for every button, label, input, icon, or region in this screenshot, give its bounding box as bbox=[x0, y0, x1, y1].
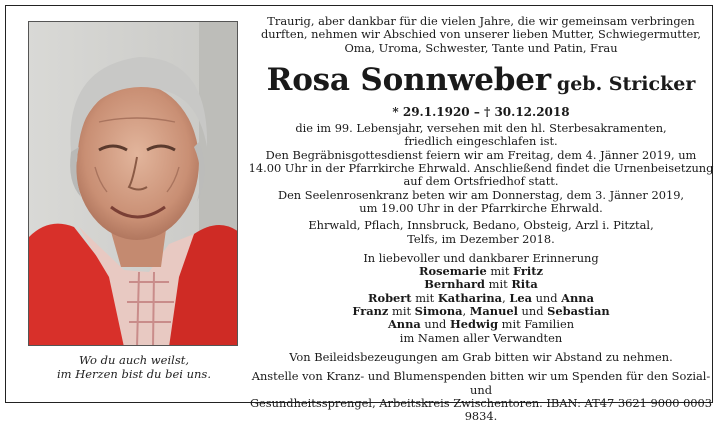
obituary-frame bbox=[5, 5, 714, 423]
conjunction: und bbox=[531, 290, 562, 305]
intro-text bbox=[246, 15, 716, 55]
memorial-caption bbox=[28, 353, 240, 381]
family-member: Katharina bbox=[437, 290, 503, 305]
family-member: Lea bbox=[509, 290, 532, 305]
intro-line: durften, nehmen wir Abschied von unserer lieben Mutter, Schwiegermutter, bbox=[260, 27, 701, 42]
text-line: Den Begräbnisgottesdienst feiern wir am Freitag, dem 4. Jänner 2019, um bbox=[265, 147, 697, 162]
text-line: Den Seelenrosenkranz beten wir am Donnerstag, dem 3. Jänner 2019, bbox=[277, 187, 685, 202]
family-line bbox=[246, 318, 716, 331]
text-line: 14.00 Uhr in der Pfarrkirche Ehrwald. Anschließend findet die Urnenbeisetzung bbox=[248, 161, 714, 176]
intro-line: Oma, Uroma, Schwester, Tante und Patin, Frau bbox=[344, 40, 618, 55]
family-line bbox=[246, 265, 716, 278]
family-member: Anna bbox=[387, 317, 421, 332]
family-member: Anna bbox=[561, 290, 594, 305]
family-member: Robert bbox=[368, 290, 412, 305]
portrait-photo bbox=[28, 21, 238, 346]
family-member: Sebastian bbox=[547, 304, 610, 319]
rosary-text bbox=[246, 189, 716, 216]
text-line: die im 99. Lebensjahr, versehen mit den hl. Sterbesakramenten, bbox=[295, 121, 667, 136]
conjunction: mit bbox=[490, 264, 510, 279]
family-member: Franz bbox=[352, 304, 389, 319]
deceased-name bbox=[246, 62, 716, 104]
family-member: Bernhard bbox=[424, 277, 486, 292]
family-member: Rosemarie bbox=[419, 264, 487, 279]
family-line bbox=[246, 292, 716, 305]
donation-note bbox=[246, 370, 716, 423]
places-text bbox=[246, 219, 716, 246]
text-line: Telfs, im Dezember 2018. bbox=[407, 231, 555, 246]
family-member: Fritz bbox=[513, 264, 543, 279]
family-member: Manuel bbox=[469, 304, 518, 319]
separator: , bbox=[502, 290, 510, 305]
family-line bbox=[246, 305, 716, 318]
conjunction: mit bbox=[415, 290, 435, 305]
family-member: Hedwig bbox=[449, 317, 499, 332]
portrait-illustration bbox=[29, 22, 238, 346]
name-main: Rosa Sonnweber bbox=[266, 61, 551, 98]
family-block bbox=[246, 252, 716, 345]
text-line: friedlich eingeschlafen ist. bbox=[404, 134, 558, 149]
family-line: im Namen aller Verwandten bbox=[399, 330, 563, 345]
funeral-text bbox=[246, 149, 716, 189]
conjunction: und bbox=[517, 304, 548, 319]
conjunction: und bbox=[424, 317, 447, 332]
family-member: Rita bbox=[511, 277, 538, 292]
birth-name: geb. Stricker bbox=[556, 72, 696, 95]
condolence-note: Von Beileidsbezeugungen am Grab bitten wir Abstand zu nehmen. bbox=[289, 349, 673, 364]
caption-line: Wo du auch weilst, bbox=[79, 353, 189, 367]
text-line: Anstelle von Kranz- und Blumenspenden bitten wir um Spenden für den Sozial- und bbox=[251, 369, 711, 397]
text-line: Gesundheitssprengel, Arbeitskreis Zwischentoren. IBAN: AT47 3621 9000 0003 9834. bbox=[249, 395, 713, 423]
life-dates: * 29.1.1920 – † 30.12.2018 bbox=[392, 104, 570, 119]
family-suffix: mit Familien bbox=[501, 317, 575, 332]
passing-text bbox=[246, 122, 716, 149]
caption-line: im Herzen bist du bei uns. bbox=[56, 367, 211, 381]
family-intro: In liebevoller und dankbarer Erinnerung bbox=[363, 250, 599, 265]
text-line: Ehrwald, Pflach, Innsbruck, Bedano, Obsteig, Arzl i. Pitztal, bbox=[308, 218, 654, 233]
separator: , bbox=[462, 304, 470, 319]
text-line: auf dem Ortsfriedhof statt. bbox=[403, 174, 559, 189]
conjunction: mit bbox=[392, 304, 412, 319]
obituary-text bbox=[246, 15, 716, 423]
family-line bbox=[246, 278, 716, 291]
intro-line: Traurig, aber dankbar für die vielen Jahre, die wir gemeinsam verbringen bbox=[267, 14, 695, 28]
text-line: um 19.00 Uhr in der Pfarrkirche Ehrwald. bbox=[359, 200, 603, 215]
family-member: Simona bbox=[414, 304, 463, 319]
conjunction: mit bbox=[488, 277, 508, 292]
